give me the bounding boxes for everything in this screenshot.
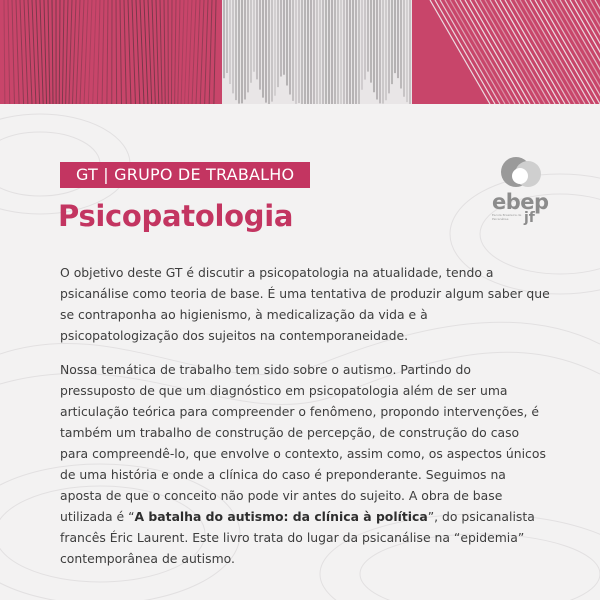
book-title: A batalha do autismo: da clínica à política (134, 509, 428, 524)
body-content (60, 262, 550, 582)
striped-pattern-graphic (0, 0, 600, 104)
working-group-tag: GT | GRUPO DE TRABALHO (60, 162, 310, 188)
header-banner (0, 0, 600, 104)
ebep-logo (492, 154, 552, 234)
paragraph-objective: O objetivo deste GT é discutir a psicopatologia na atualidade, tendo a psicanálise como teoria de base. É uma tentativa de produzir algum saber que se contraponha ao higienismo, à medicalização da vida e à psicopatologização dos sujeitos na contemporaneidade. (60, 265, 550, 343)
logo-subtext: Escola Brasileira de Psicanálise (492, 213, 522, 221)
logo-wordmark: ebep (492, 190, 549, 214)
paragraph-theme (60, 359, 550, 569)
paragraph-theme-text: Nossa temática de trabalho tem sido sobre o autismo. Partindo do pressuposto de que um diagnóstico em psicopatologia além de ser uma articulação teórica para compreender o fenômeno, propondo intervenções, é também um trabalho de construção de percepção, de construção do caso para compreendê-lo, que envolve o contexto, assim como, os aspectos únicos de uma história e onde a clínica do caso é preponderante. Seguimos na aposta de que o conceito não pode vir antes do sujeito. A obra de base utilizada é “ (60, 362, 546, 524)
page-title: Psicopatologia (58, 199, 294, 233)
logo-suffix: jf (524, 210, 535, 226)
paragraph-theme-tail: ”, do psicanalista francês Éric Laurent. Este livro trata do lugar da psicanálise na “epidemia” contemporânea de autismo. (60, 509, 535, 566)
logo-mark-icon (492, 154, 552, 194)
